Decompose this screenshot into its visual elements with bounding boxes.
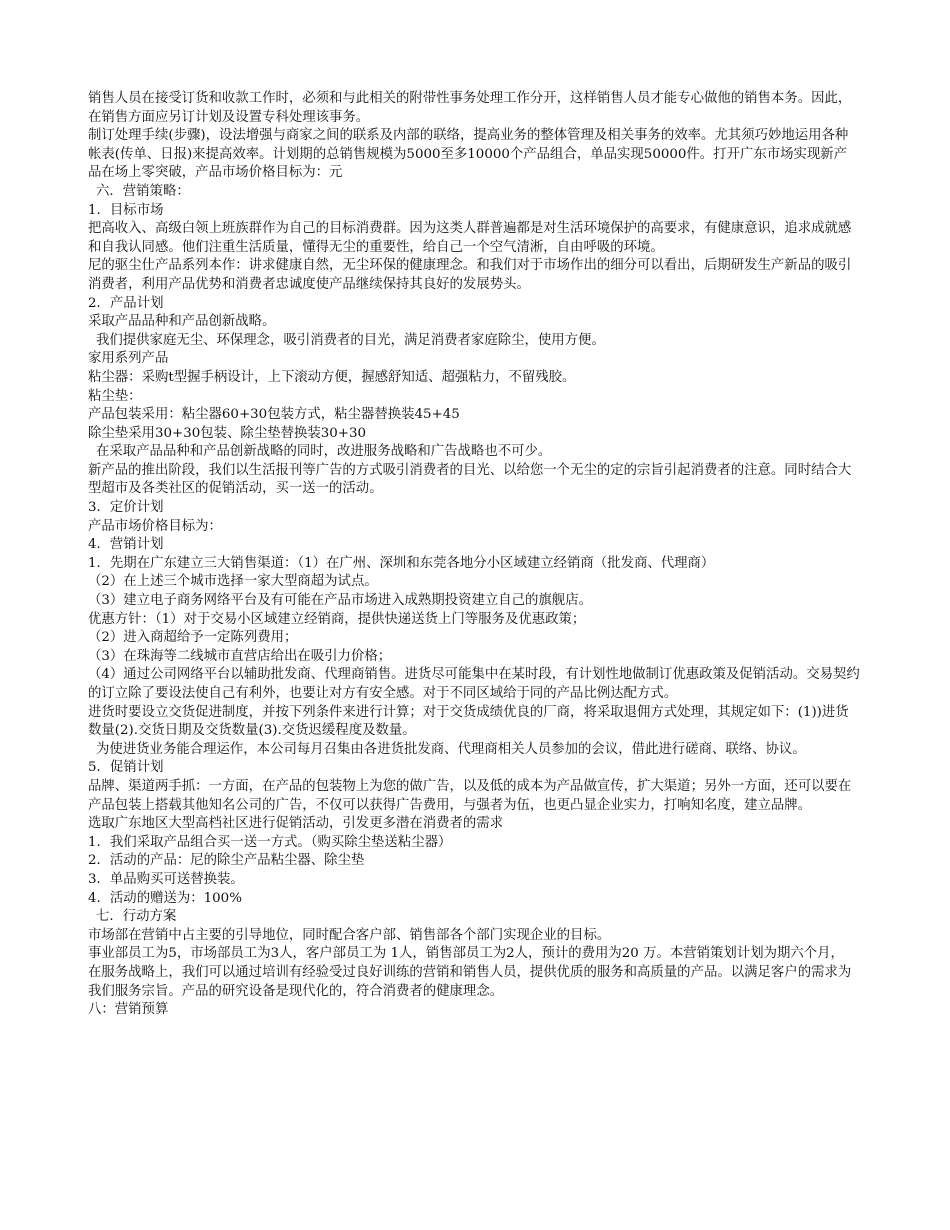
paragraph: 为使进货业务能合理运作，本公司每月召集由各进货批发商、代理商相关人员参加的会议，借此进行磋商、联络、协议。 (96, 741, 806, 757)
list-item: （4）通过公司网络平台以辅助批发商、代理商销售。进货尽可能集中在某时段，有计划性地做制订优惠政策及促销活动。交易契约的订立除了要设法使自己有利外，也要让对方有安全感。对于不同区域给于同的产品比例达配方式。 (88, 667, 860, 701)
subsection-heading: 4．营销计划 (88, 537, 164, 553)
list-item: （3）在珠海等二线城市直营店给出在吸引力价格； (88, 648, 392, 664)
list-item: 4．活动的赠送为：100% (88, 890, 242, 906)
paragraph: 粘尘器：采购t型握手柄设计，上下滚动方便，握感舒知适、超强粘力，不留残胶。 (88, 369, 576, 385)
subsection-heading: 2．产品计划 (88, 295, 164, 311)
paragraph: 粘尘垫： (88, 388, 142, 404)
list-item: （3）建立电子商务网络平台及有可能在产品市场进入成熟期投资建立自己的旗舰店。 (88, 593, 592, 609)
paragraph: 产品市场价格目标为： (88, 518, 222, 534)
paragraph: 进货时要设立交货促进制度，并按下列条件来进行计算；对于交货成绩优良的厂商，将采取退佣方式处理，其规定如下：(1))进货数量(2).交货日期及交货数量(3).交货迟缓程度及数量。 (88, 704, 849, 739)
paragraph: 品牌、渠道两手抓：一方面，在产品的包装物上为您的做广告，以及低的成本为产品做宣传，扩大渠道；另外一方面，还可以要在产品包装上搭载其他知名公司的广告，不仅可以获得广告费用，与强者为伍，也更凸显企业实力，打响知名度，建立品牌。 (88, 778, 852, 813)
list-item: 1．我们采取产品组合买一送一方式。（购买除尘垫送粘尘器） (88, 834, 452, 850)
paragraph: 家用系列产品 (88, 351, 169, 367)
paragraph: 新产品的推出阶段，我们以生活报刊等广告的方式吸引消费者的目光、以给您一个无尘的定的宗旨引起消费者的注意。同时结合大型超市及各类社区的促销活动，买一送一的活动。 (88, 462, 852, 497)
paragraph: 市场部在营销中占主要的引导地位，同时配合客户部、销售部各个部门实现企业的目标。 (88, 927, 611, 943)
paragraph: 把高收入、高级白领上班族群作为自己的目标消费群。因为这类人群普遍都是对生活环境保护的高要求，有健康意识，追求成就感和自我认同感。他们注重生活质量，懂得无尘的重要性，给自己一个空气清淅，自由呼吸的环境。 (88, 221, 852, 255)
section-heading: 八：营销预算 (88, 1002, 169, 1018)
paragraph: 在采取产品品种和产品创新战略的同时，改进服务战略和广告战略也不可少。 (96, 444, 552, 460)
list-item: 3．单品购买可送替换装。 (88, 871, 244, 887)
subsection-heading: 1．目标市场 (88, 202, 164, 218)
document-body (88, 90, 860, 1020)
list-item: （2）进入商超给予一定陈列费用； (88, 630, 298, 646)
list-item: 2．活动的产品：尼的除尘产品粘尘器、除尘垫 (88, 853, 365, 869)
paragraph: 选取广东地区大型高档社区进行促销活动，引发更多潜在消费者的需求 (88, 816, 504, 832)
paragraph: 制订处理手续(步骤)，设法增强与商家之间的联系及内部的联络，提高业务的整体管理及相关事务的效率。尤其须巧妙地运用各种帐表(传单、日报)来提高效率。计划期的总销售规模为5000至多10000个产品组合，单品实现50000件。打开广东市场实现新产品在场上零突破，产品市场价格目标为：元 (88, 128, 849, 181)
paragraph: 在服务战略上，我们可以通过培训有经验受过良好训练的营销和销售人员，提供优质的服务和高质量的产品。以满足客户的需求为我们服务宗旨。产品的研究设备是现代化的，符合消费者的健康理念。 (88, 964, 852, 999)
paragraph: 尼的驱尘仕产品系列本作：讲求健康自然，无尘环保的健康理念。和我们对于市场作出的细分可以看出，后期研发生产新品的吸引消费者，利用产品优势和消费者忠诚度使产品继续保持其良好的发展势头。 (88, 258, 852, 292)
paragraph: 事业部员工为5，市场部员工为3人，客户部员工为 1人，销售部员工为2人，预计的费用为20 万。本营销策划计划为期六个月， (88, 946, 844, 962)
paragraph: 采取产品品种和产品创新战略。 (88, 314, 276, 330)
section-heading: 七．行动方案 (96, 909, 177, 925)
section-heading: 六．营销策略： (96, 183, 190, 199)
list-item: 1．先期在广东建立三大销售渠道：（1）在广州、深圳和东莞各地分小区域建立经销商（批发商、代理商） (88, 555, 715, 571)
list-item: （2）在上述三个城市选择一家大型商超为试点。 (88, 574, 378, 590)
subsection-heading: 5．促销计划 (88, 760, 164, 776)
subsection-heading: 3．定价计划 (88, 500, 164, 516)
paragraph: 我们提供家庭无尘、环保理念，吸引消费者的目光，满足消费者家庭除尘，使用方便。 (96, 332, 605, 348)
list-item: 优惠方针：（1）对于交易小区域建立经销商，提供快递送货上门等服务及优惠政策； (88, 611, 586, 627)
paragraph: 销售人员在接受订货和收款工作时，必须和与此相关的附带性事务处理工作分开，这样销售人员才能专心做他的销售本务。因此，在销售方面应另订计划及设置专科处理该事务。 (88, 91, 852, 125)
paragraph: 产品包装采用：粘尘器60+30包装方式，粘尘器替换装45+45 (88, 407, 460, 423)
paragraph: 除尘垫采用30+30包装、除尘垫替换装30+30 (88, 425, 367, 441)
